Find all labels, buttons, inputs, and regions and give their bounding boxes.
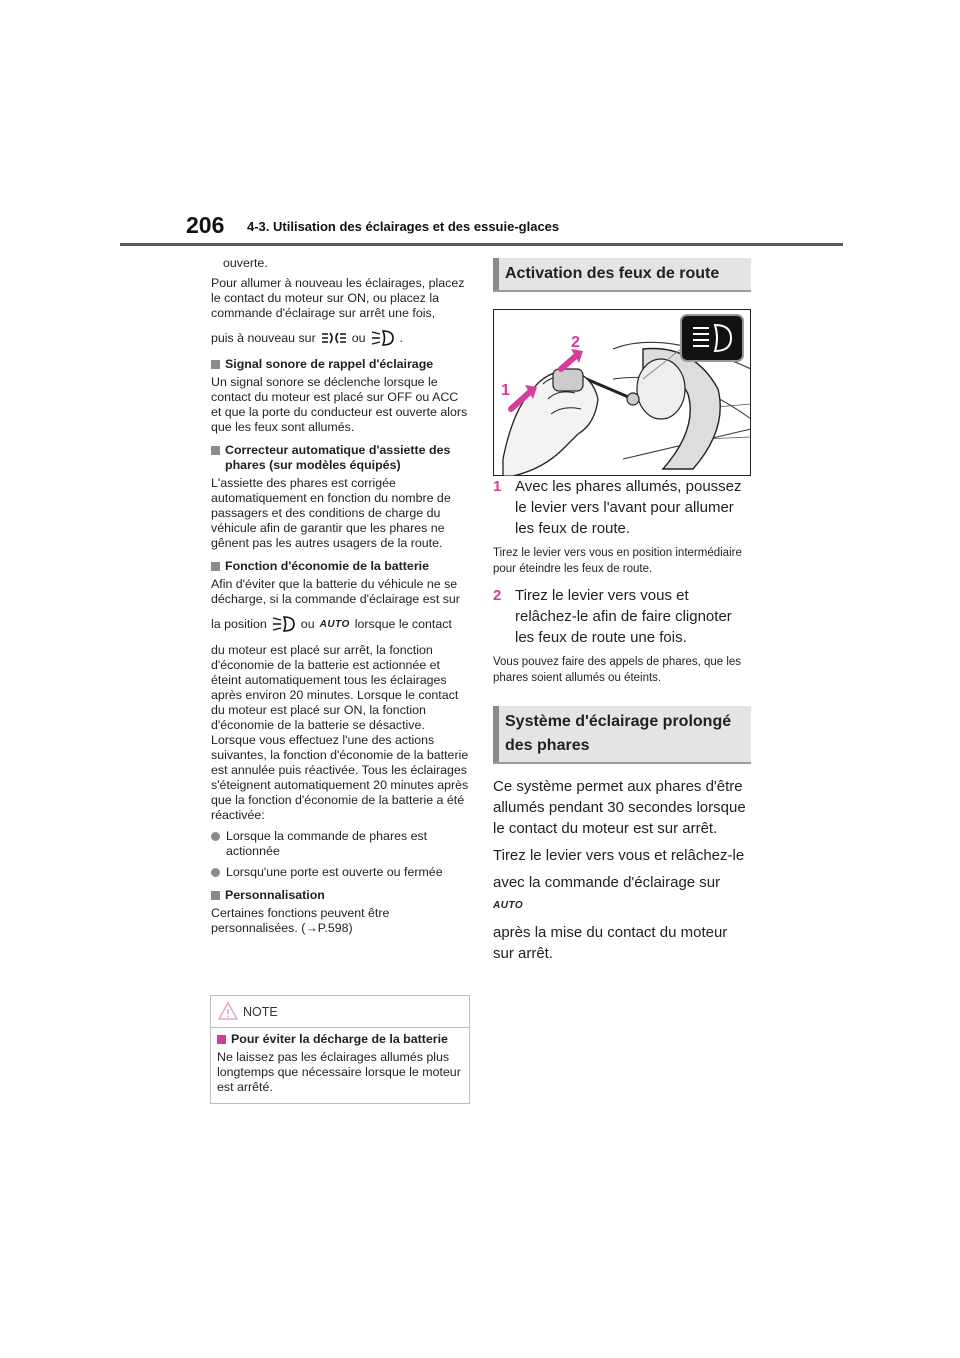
paragraph: après la mise du contact du moteur sur arrêt. [493, 924, 728, 962]
step-note: Vous pouvez faire des appels de phares, que les phares soient allumés ou éteints. [493, 656, 742, 684]
list-item-text: Lorsqu'une porte est ouverte ou fermée [226, 865, 443, 879]
step-2 [493, 585, 751, 648]
icon-line [211, 329, 471, 347]
paragraph: L'assiette des phares est corrigée automatiquement en fonction du nombre de passagers et des conditions de charge du véhicule afin de garantir que les phares ne gênent pas les autres usagers de la route. [211, 476, 451, 550]
heading [211, 559, 471, 574]
step-text: Avec les phares allumés, poussez le levier vers l'avant pour allumer les feux de route. [515, 478, 742, 537]
paragraph [493, 872, 751, 916]
headlight-icon [371, 329, 395, 347]
list-item [211, 865, 471, 880]
paragraph: du moteur est placé sur arrêt, la fonction d'économie de la batterie est actionnée et éteint automatiquement tous les éclairages après environ 20 minutes. Lorsque le contact du moteur est placé sur ON, la fonction d'économie de la batterie se désactive. Lorsque vous effectuez l'une des actions suivantes, la fonction d'économie de la batterie est annulée puis réactivée. Tous les éclairages s'éteignent automatiquement 20 minutes après que la fonction d'économie de la batterie a été réactivée: [211, 643, 469, 822]
text: lorsque le contact [354, 616, 452, 631]
text: ou [351, 330, 366, 345]
note-box [210, 995, 470, 1104]
heading [211, 443, 471, 473]
note-body [211, 1028, 469, 1099]
label-2: 2 [571, 334, 580, 351]
heading-text: Signal sonore de rappel d'éclairage [225, 357, 434, 371]
left-column [211, 256, 471, 941]
page-number: 206 [186, 212, 225, 238]
list-item-text: Lorsque la commande de phares est actionnée [226, 829, 428, 858]
note-title: NOTE [243, 1004, 278, 1019]
heading [217, 1032, 463, 1047]
square-bullet-icon [211, 562, 220, 571]
paragraph: Certaines fonctions peuvent être personnalisées. (→P.598) [211, 906, 390, 935]
headlight-icon [272, 615, 296, 633]
tail-lamp-icon [321, 330, 347, 346]
auto-icon: AUTO [319, 618, 350, 630]
heading-text: Correcteur automatique d'assiette des phares (sur modèles équipés) [225, 443, 451, 472]
text: puis à nouveau sur [211, 330, 316, 345]
paragraph: ouverte. [223, 256, 268, 270]
section-title: 4-3. Utilisation des éclairages et des essuie-glaces [247, 219, 560, 234]
paragraph: Pour allumer à nouveau les éclairages, placez le contact du moteur sur ON, ou placez la commande d'éclairage sur arrêt une fois, [211, 276, 465, 320]
header-rule [120, 243, 843, 246]
note-text: Ne laissez pas les éclairages allumés plus longtemps que nécessaire lorsque le moteur est arrêté. [217, 1050, 461, 1094]
paragraph: Tirez le levier vers vous et relâchez-le [493, 847, 745, 864]
heading-text: Personnalisation [225, 888, 325, 902]
section-heading: Système d'éclairage prolongé des phares [493, 706, 751, 764]
step-number: 2 [493, 587, 502, 604]
text: avec la commande d'éclairage sur [493, 874, 721, 891]
round-bullet-icon [211, 868, 220, 877]
text: ou [300, 616, 315, 631]
square-bullet-icon [211, 360, 220, 369]
step-1 [493, 476, 751, 539]
section-heading: Activation des feux de route [493, 258, 751, 292]
text: la position [211, 616, 267, 631]
list-item [211, 829, 471, 859]
square-bullet-icon [211, 891, 220, 900]
lever-illustration [493, 309, 751, 476]
icon-line [211, 615, 471, 633]
step-note: Tirez le levier vers vous en position intermédiaire pour éteindre les feux de route. [493, 547, 742, 575]
note-header [211, 996, 469, 1027]
heading [211, 888, 471, 903]
warning-icon [217, 1001, 239, 1021]
step-text: Tirez le levier vers vous et relâchez-le afin de faire clignoter les feux de route une fois. [515, 587, 732, 646]
text: . [399, 330, 403, 345]
step-number: 1 [493, 478, 502, 495]
label-1: 1 [501, 382, 510, 399]
heading-text: Fonction d'économie de la batterie [225, 559, 429, 573]
round-bullet-icon [211, 832, 220, 841]
auto-icon: AUTO [493, 900, 524, 911]
heading [211, 357, 471, 372]
square-bullet-icon [217, 1035, 226, 1044]
paragraph: Ce système permet aux phares d'être allumés pendant 30 secondes lorsque le contact du moteur est sur arrêt. [493, 778, 746, 837]
paragraph: Un signal sonore se déclenche lorsque le contact du moteur est placé sur OFF ou ACC et que la porte du conducteur est ouverte alors que les feux sont allumés. [211, 375, 468, 434]
square-bullet-icon [211, 446, 220, 455]
paragraph: Afin d'éviter que la batterie du véhicule ne se décharge, si la commande d'éclairage est sur [211, 577, 460, 606]
heading-text: Pour éviter la décharge de la batterie [231, 1032, 448, 1046]
